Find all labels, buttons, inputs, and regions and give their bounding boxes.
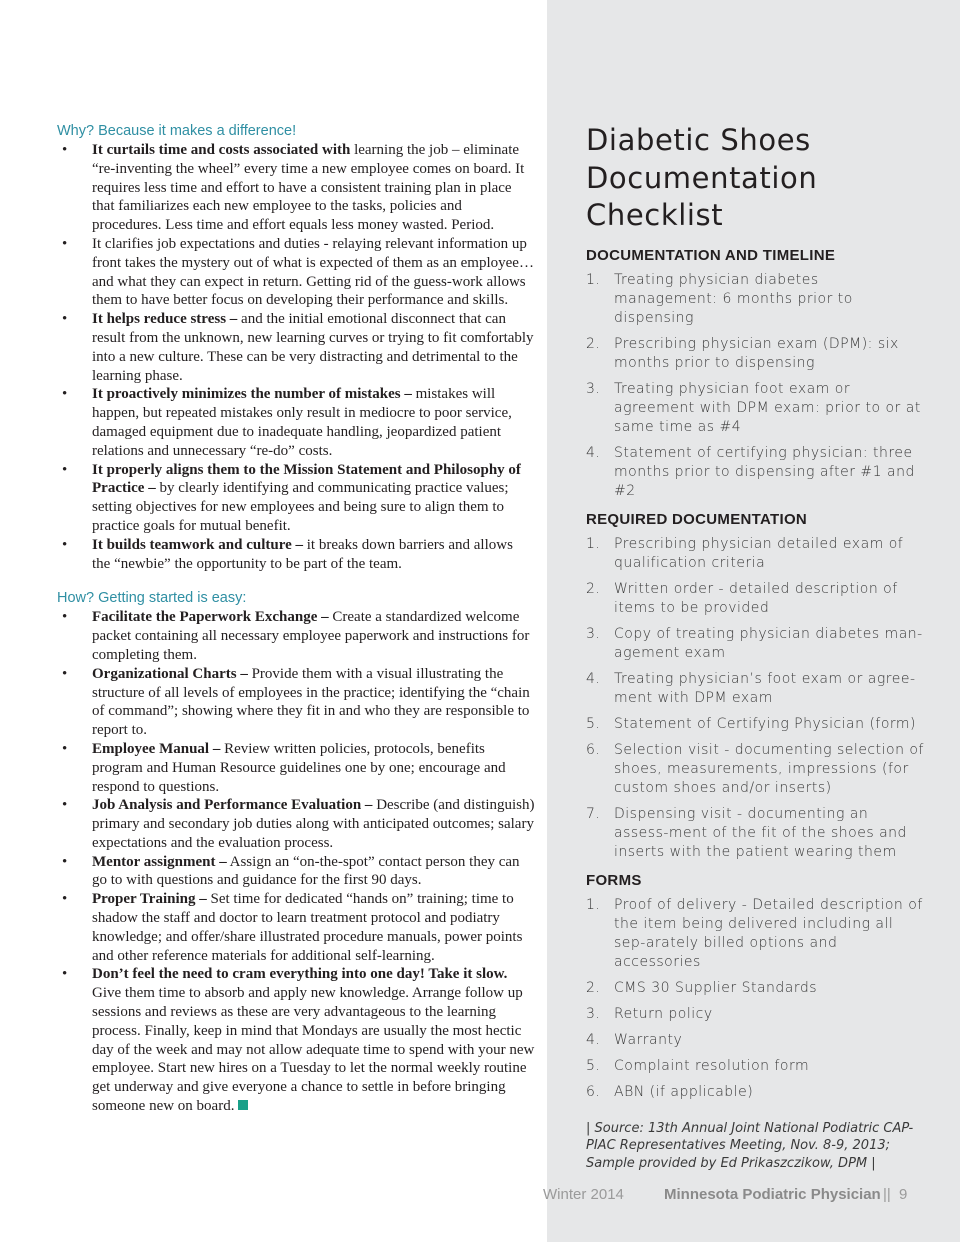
checklist-item-text: Warranty bbox=[614, 1031, 683, 1048]
checklist-item-text: Prescribing physician detailed exam of qualification criteria bbox=[614, 535, 904, 571]
bullet-body-text: Provide them with a visual illustrating the structure of all levels of employees in the practice; identifying the “chain of command”; showing where they fit in and who they are responsible to report to. bbox=[92, 665, 530, 739]
checklist-section-heading: FORMS bbox=[586, 871, 642, 889]
bullet-item bbox=[57, 853, 535, 891]
bullet-lead-text: Job Analysis and Performance Evaluation – bbox=[92, 797, 373, 814]
bullet-body-text: Give them time to absorb and apply new knowledge. Arrange follow up sessions and reviews as these are very advantageous to the learning process. Finally, keep in mind that Mondays are usually the most hectic day of the week and may not allow adequate time to spend with your new employee. Start new hires on a Tuesday to let the normal weekly routine get underway and give everyone a chance to settle in before bringing someone new on board. bbox=[92, 985, 535, 1115]
checklist-item bbox=[586, 1005, 926, 1024]
checklist-item-text: Written order - detailed description of items to be provided bbox=[614, 580, 898, 616]
bullet-lead-text: Employee Manual – bbox=[92, 740, 221, 757]
checklist-item bbox=[586, 535, 926, 573]
checklist-item bbox=[586, 444, 926, 501]
checklist-item bbox=[586, 335, 926, 373]
checklist-item bbox=[586, 380, 926, 437]
bullet-item bbox=[57, 608, 535, 664]
bullet-item bbox=[57, 235, 535, 310]
checklist-item bbox=[586, 1031, 926, 1050]
checklist-sections bbox=[586, 246, 926, 1102]
checklist-item bbox=[586, 1083, 926, 1102]
bullet-body-text: it breaks down barriers and allows the “newbie” the opportunity to be part of the team. bbox=[92, 536, 513, 572]
bullet-body-text: Set time for dedicated “hands on” training; time to shadow the staff and doctor to learn treatment protocol and podiatry knowledge; and offer/share illustrated procedure manuals, power points and other reference materials for additional self-learning. bbox=[92, 891, 523, 964]
checklist-item bbox=[586, 1057, 926, 1076]
bullet-body-text: mistakes will happen, but repeated mistakes only result in mediocre to poor service, damaged equipment due to inadequate handling, jeopardized patient relations and unnecessary “re-do” costs. bbox=[92, 386, 512, 459]
checklist-item-list bbox=[586, 896, 926, 1102]
bullet-item bbox=[57, 141, 535, 235]
bullet-lead-text: Facilitate the Paperwork Exchange – bbox=[92, 609, 329, 626]
checklist-item bbox=[586, 896, 926, 972]
checklist-item-text: Dispensing visit - documenting an assess-ment of the fit of the shoes and inserts with the patient wearing them bbox=[614, 805, 907, 860]
checklist-item-number: 3. bbox=[586, 625, 601, 642]
bullet-lead-text: Proper Training – bbox=[92, 891, 207, 908]
checklist-item-number: 5. bbox=[586, 1057, 601, 1074]
bullet-lead-text: It curtails time and costs associated with bbox=[92, 142, 351, 158]
bullet-item bbox=[57, 665, 535, 740]
checklist-item-text: Copy of treating physician diabetes man-agement exam bbox=[614, 625, 923, 661]
checklist-item-text: Treating physician foot exam or agreement with DPM exam: prior to or at same time as #4 bbox=[614, 380, 921, 435]
article-column bbox=[57, 122, 535, 1116]
checklist-item-text: Statement of certifying physician: three months prior to dispensing after #1 and #2 bbox=[614, 444, 915, 499]
checklist-item-number: 2. bbox=[586, 979, 601, 996]
checklist-item-list bbox=[586, 535, 926, 862]
checklist-item-text: Return policy bbox=[614, 1005, 713, 1022]
checklist-section-heading: REQUIRED DOCUMENTATION bbox=[586, 510, 808, 528]
checklist-item-text: Treating physician’s foot exam or agree-ment with DPM exam bbox=[614, 670, 916, 706]
title-line: Diabetic Shoes bbox=[586, 123, 811, 157]
checklist-item-text: Selection visit - documenting selection of shoes, measurements, impressions (for custom shoes and/or inserts) bbox=[614, 741, 924, 796]
bullet-item bbox=[57, 461, 535, 536]
bullet-item bbox=[57, 965, 535, 1115]
checklist-item bbox=[586, 670, 926, 708]
checklist-item-number: 5. bbox=[586, 715, 601, 732]
publication-name: Minnesota Podiatric Physician bbox=[664, 1186, 881, 1203]
checklist-item bbox=[586, 741, 926, 798]
bullet-body-text: Describe (and distinguish) primary and secondary job duties along with anticipated outcomes; salary expectations and the evaluation process. bbox=[92, 797, 535, 851]
bullet-lead-text: It builds teamwork and culture – bbox=[92, 536, 303, 553]
checklist-item bbox=[586, 271, 926, 328]
checklist-item bbox=[586, 580, 926, 618]
checklist-item-text: Treating physician diabetes management: 6 months prior to dispensing bbox=[614, 271, 853, 326]
bullet-body-text: and the initial emotional disconnect that can result from the unknown, new learning curves or trying to fit comfortably into a new culture. These can be very distracting and detrimental to the learning phase. bbox=[92, 311, 534, 384]
checklist-item-text: Complaint resolution form bbox=[614, 1057, 810, 1074]
checklist-item-number: 6. bbox=[586, 1083, 601, 1100]
bullet-body-text: learning the job – eliminate “re-inventing the wheel” every time a new employee comes on board. It requires less time and effort to have a consistent training plan in place that familiarizes each new employee to the tasks, policies and procedures. Less time and effort equals less money wasted. Period. bbox=[92, 142, 525, 234]
checklist-item-number: 3. bbox=[586, 380, 601, 397]
how-bullet-list bbox=[57, 608, 535, 1116]
bullet-item bbox=[57, 310, 535, 385]
page-footer bbox=[543, 1185, 923, 1205]
title-line: Checklist bbox=[586, 198, 724, 232]
bullet-lead-text: It proactively minimizes the number of mistakes – bbox=[92, 386, 412, 403]
issue-date: Winter 2014 bbox=[543, 1186, 624, 1203]
checklist-item-number: 3. bbox=[586, 1005, 601, 1022]
checklist-item-text: Proof of delivery - Detailed description of the item being delivered including all sep-arately billed options and accessories bbox=[614, 896, 923, 970]
source-note: | Source: 13th Annual Joint National Podiatric CAP-PIAC Representatives Meeting, Nov. 8-9, 2013; Sample provided by Ed Prikaszczikow, DPM | bbox=[586, 1120, 914, 1171]
checklist-item bbox=[586, 805, 926, 862]
checklist-item-text: Prescribing physician exam (DPM): six months prior to dispensing bbox=[614, 335, 899, 371]
checklist-item bbox=[586, 715, 926, 734]
bullet-item bbox=[57, 890, 535, 965]
checklist-item-number: 1. bbox=[586, 535, 601, 552]
bullet-lead-text: Organizational Charts – bbox=[92, 665, 248, 682]
bullet-body-text: Review written policies, protocols, benefits program and Human Resource guidelines one by one; encourage and respond to questions. bbox=[92, 740, 506, 795]
why-heading: Why? Because it makes a difference! bbox=[57, 123, 297, 139]
checklist-item-text: Statement of Certifying Physician (form) bbox=[614, 715, 917, 732]
bullet-lead-text: It properly aligns them to the Mission Statement and Philosophy of Practice – bbox=[92, 461, 521, 497]
checklist-item-text: CMS 30 Supplier Standards bbox=[614, 979, 818, 996]
bullet-lead-text: It helps reduce stress – bbox=[92, 311, 238, 328]
checklist-item-number: 1. bbox=[586, 271, 601, 288]
page-number: 9 bbox=[899, 1186, 908, 1203]
checklist-item bbox=[586, 979, 926, 998]
checklist-item-text: ABN (if applicable) bbox=[614, 1083, 754, 1100]
checklist-item bbox=[586, 625, 926, 663]
checklist-title bbox=[586, 122, 926, 235]
bullet-body-text: Assign an “on-the-spot” contact person they can go to with questions and guidance for the first 90 days. bbox=[92, 853, 520, 889]
end-of-article-square-icon bbox=[238, 1100, 248, 1110]
bullet-lead-text: Don’t feel the need to cram everything into one day! Take it slow. bbox=[92, 966, 508, 983]
checklist-section-heading: DOCUMENTATION AND TIMELINE bbox=[586, 246, 836, 264]
why-bullet-list bbox=[57, 141, 535, 573]
bullet-item bbox=[57, 536, 535, 574]
checklist-item-number: 2. bbox=[586, 580, 601, 597]
bullet-item bbox=[57, 385, 535, 460]
checklist-item-number: 1. bbox=[586, 896, 601, 913]
title-line: Documentation bbox=[586, 160, 818, 195]
checklist-item-number: 4. bbox=[586, 1031, 601, 1048]
footer-separator: || bbox=[883, 1186, 891, 1203]
bullet-body-text: Create a standardized welcome packet containing all necessary employee paperwork and instructions for completing them. bbox=[92, 609, 530, 663]
bullet-lead-text: Mentor assignment – bbox=[92, 853, 227, 870]
bullet-item bbox=[57, 740, 535, 796]
checklist-item-number: 7. bbox=[586, 805, 601, 822]
checklist-item-number: 2. bbox=[586, 335, 601, 352]
checklist-item-number: 4. bbox=[586, 670, 601, 687]
bullet-item bbox=[57, 796, 535, 852]
checklist-item-number: 6. bbox=[586, 741, 601, 758]
checklist-column bbox=[586, 122, 926, 1172]
checklist-item-list bbox=[586, 271, 926, 501]
bullet-body-text: It clarifies job expectations and duties - relaying relevant information up front takes the mystery out of what is expected of them as an employee…and what they can expect in return. Getting rid of the guess-work allows them to have better focus on developing their performance and skills. bbox=[92, 235, 534, 309]
checklist-item-number: 4. bbox=[586, 444, 601, 461]
how-heading: How? Getting started is easy: bbox=[57, 590, 247, 607]
bullet-body-text: by clearly identifying and communicating practice values; setting objectives for new employees and being sure to align them to practice goals for mutual benefit. bbox=[92, 480, 509, 534]
